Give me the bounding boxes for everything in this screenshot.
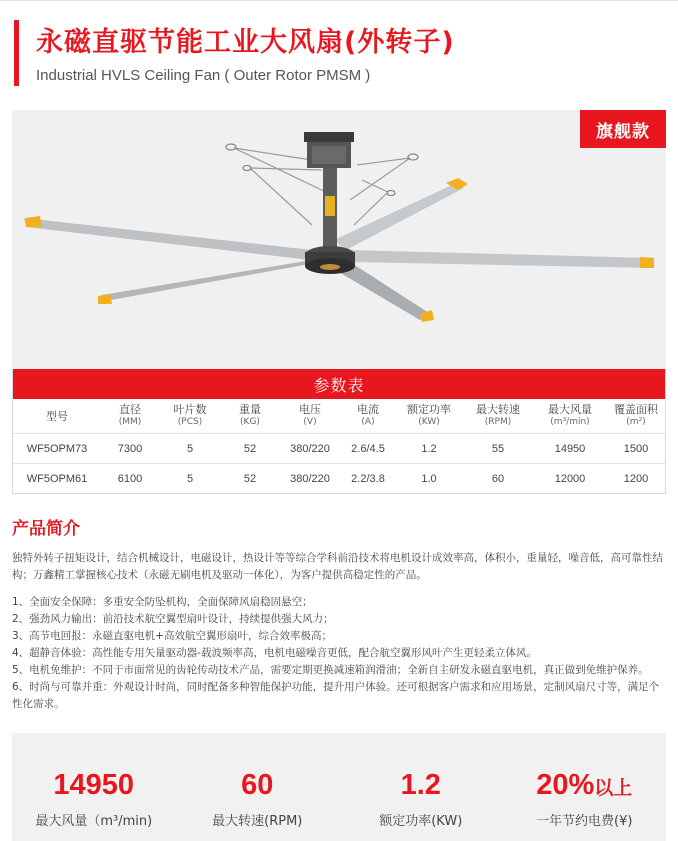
column-header: 电压 (V) bbox=[279, 399, 341, 434]
column-header: 额定功率 (KW) bbox=[395, 399, 463, 434]
table-cell: 380/220 bbox=[279, 434, 341, 464]
stat-value: 1.2 bbox=[400, 769, 441, 801]
feature-item: 5、电机免维护：不同于市面常见的齿轮传动技术产品，需要定期更换减速箱润滑油；全新自主研发永磁直驱电机，真正做到免维护保养。 bbox=[12, 664, 649, 676]
title-accent-bar bbox=[14, 20, 19, 86]
table-cell: 52 bbox=[243, 472, 257, 485]
table-cell: 1500 bbox=[607, 434, 665, 464]
feature-list bbox=[12, 594, 668, 713]
stat-label: 一年节约电费(¥) bbox=[536, 814, 633, 829]
stat-label: 额定功率(KW) bbox=[379, 814, 463, 829]
column-header: 最大风量 (m³/min) bbox=[533, 399, 607, 434]
table-cell: 55 bbox=[463, 434, 533, 464]
table-cell: 7300 bbox=[101, 434, 159, 464]
spec-table-header-row bbox=[13, 399, 665, 434]
stat-label: 最大风量（m³/min) bbox=[35, 814, 153, 829]
intro-section-title: 产品简介 bbox=[12, 519, 80, 539]
stat-value: 14950 bbox=[53, 769, 135, 801]
column-header: 型号 bbox=[13, 399, 101, 434]
column-header: 最大转速 (RPM) bbox=[463, 399, 533, 434]
table-cell: 2.2/3.8 bbox=[351, 472, 385, 485]
table-row bbox=[13, 464, 665, 494]
page-title: 永磁直驱节能工业大风扇(外转子) bbox=[36, 27, 455, 58]
column-header: 覆盖面积 (m²) bbox=[607, 399, 665, 434]
table-cell: 1.0 bbox=[421, 472, 437, 485]
table-cell: WF5OPM61 bbox=[26, 472, 88, 485]
spec-table bbox=[12, 369, 666, 494]
feature-item: 1、全面安全保障：多重安全防坠机构，全面保障风扇稳固悬空； bbox=[12, 596, 313, 608]
stat-savings bbox=[503, 733, 667, 841]
stat-airflow bbox=[12, 733, 176, 841]
table-cell: 52 bbox=[221, 434, 279, 464]
ceiling-fan-illustration bbox=[12, 110, 666, 369]
table-cell: 1.2 bbox=[395, 434, 463, 464]
table-cell: 12000 bbox=[554, 472, 586, 485]
feature-item: 3、高节电回报：永磁直驱电机+高效航空翼形扇叶，综合效率极高； bbox=[12, 630, 332, 642]
spec-table-title: 参数表 bbox=[13, 369, 665, 399]
table-cell: 6100 bbox=[117, 472, 143, 485]
table-cell: 1200 bbox=[623, 472, 649, 485]
feature-item: 2、强劲风力输出：前沿技术航空翼型扇叶设计，持续提供强大风力； bbox=[12, 613, 334, 625]
stat-power bbox=[339, 733, 503, 841]
feature-item: 6、时尚与可靠并重：外观设计时尚，同时配备多种智能保护功能，提升用户体验。还可根据客户需求和应用场景，定制风扇尺寸等，满足个性化需求。 bbox=[12, 681, 660, 710]
stat-value: 20%以上 bbox=[536, 769, 633, 801]
stat-value: 60 bbox=[241, 769, 274, 801]
table-cell: 14950 bbox=[533, 434, 607, 464]
table-cell: 380/220 bbox=[290, 472, 330, 485]
intro-description bbox=[12, 550, 668, 584]
column-header: 电流 (A) bbox=[341, 399, 395, 434]
column-header: 叶片数 (PCS) bbox=[159, 399, 221, 434]
page-subtitle: Industrial HVLS Ceiling Fan ( Outer Rotor PMSM ) bbox=[36, 67, 371, 84]
spec-table-grid bbox=[13, 399, 665, 493]
column-header: 重量 (KG) bbox=[221, 399, 279, 434]
table-cell: WF5OPM73 bbox=[13, 434, 101, 464]
table-cell: 5 bbox=[186, 472, 194, 485]
product-hero-image bbox=[12, 110, 666, 369]
table-cell: 2.6/4.5 bbox=[341, 434, 395, 464]
stat-speed bbox=[176, 733, 340, 841]
flagship-badge: 旗舰款 bbox=[580, 110, 666, 148]
table-cell: 60 bbox=[491, 472, 505, 485]
top-divider bbox=[0, 0, 678, 1]
intro-paragraph: 独特外转子扭矩设计，结合机械设计，电磁设计，热设计等等综合学科前沿技术将电机设计成效率高，体积小，重量轻，噪音低，高可靠性结构；万鑫精工掌握核心技术（永磁无刷电机及驱动一体化），为客户提供高稳定性的产品。 bbox=[12, 552, 663, 581]
table-cell: 5 bbox=[159, 434, 221, 464]
stat-label: 最大转速(RPM) bbox=[212, 814, 303, 829]
column-header: 直径 (MM) bbox=[101, 399, 159, 434]
feature-item: 4、超静音体验：高性能专用矢量驱动器-载波频率高，电机电磁噪音更低，配合航空翼形风叶产生更轻柔立体风。 bbox=[12, 647, 537, 659]
key-stats-panel bbox=[12, 733, 666, 841]
table-row bbox=[13, 434, 665, 464]
